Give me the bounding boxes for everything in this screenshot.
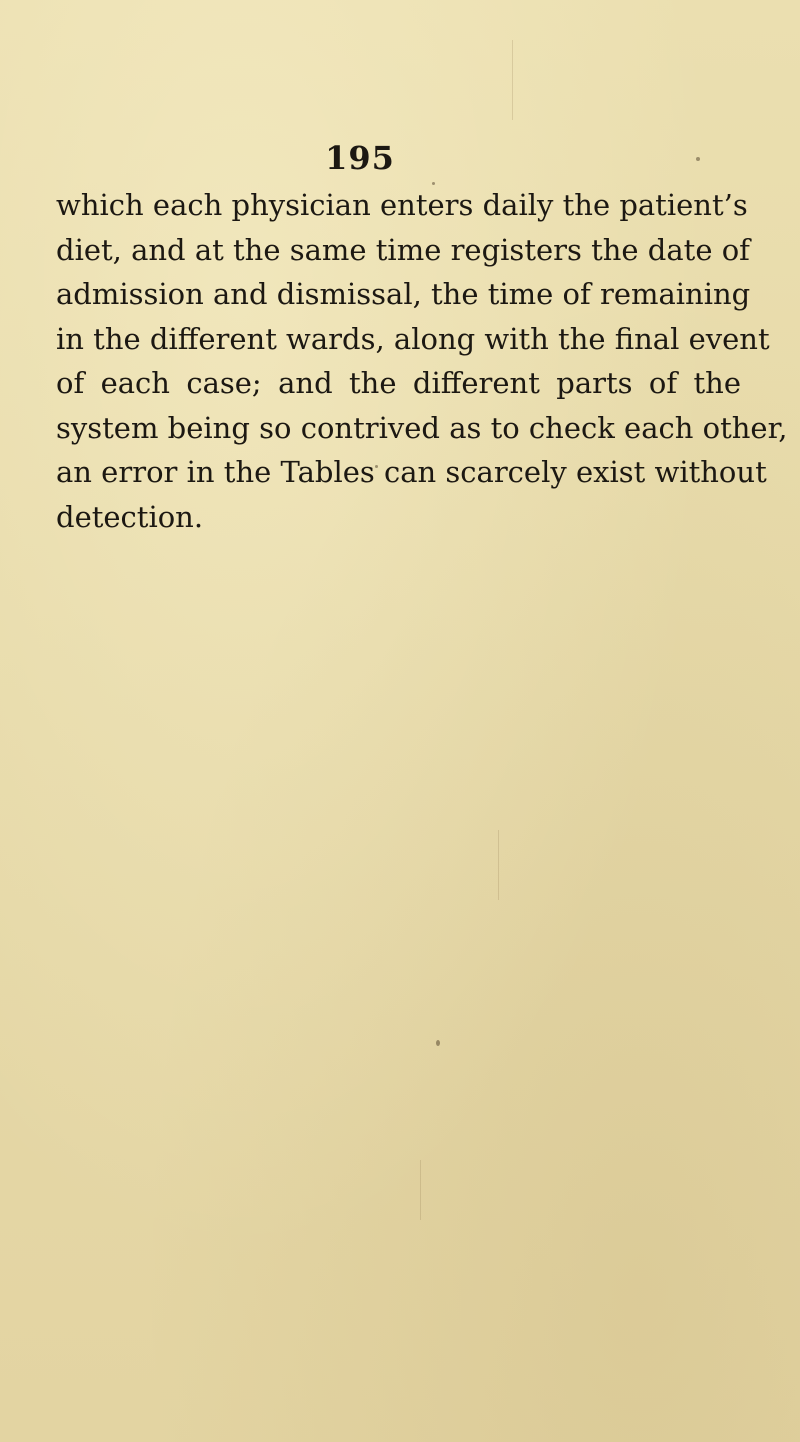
paper-speck: [375, 465, 378, 468]
page-number: 195: [325, 139, 395, 177]
text-line: of each case; and the different parts of the: [56, 366, 741, 400]
paper-fiber: [420, 1160, 421, 1220]
paper-fiber: [512, 40, 513, 120]
text-line: an error in the Tables can scarcely exist without: [56, 455, 767, 489]
text-line: admission and dismissal, the time of remaining: [56, 277, 751, 311]
body-paragraph: [56, 183, 788, 539]
paper-speck: [696, 157, 700, 161]
text-line: detection.: [56, 499, 204, 534]
text-line: diet, and at the same time registers the date of: [56, 232, 750, 267]
text-line: which each physician enters daily the patient’s: [56, 188, 748, 222]
paper-fiber: [498, 830, 499, 900]
text-line: system being so contrived as to check each other,: [56, 410, 788, 445]
text-line: in the different wards, along with the final event: [56, 321, 770, 356]
paper-speck: [432, 182, 435, 185]
paper-speck: [436, 1040, 440, 1046]
